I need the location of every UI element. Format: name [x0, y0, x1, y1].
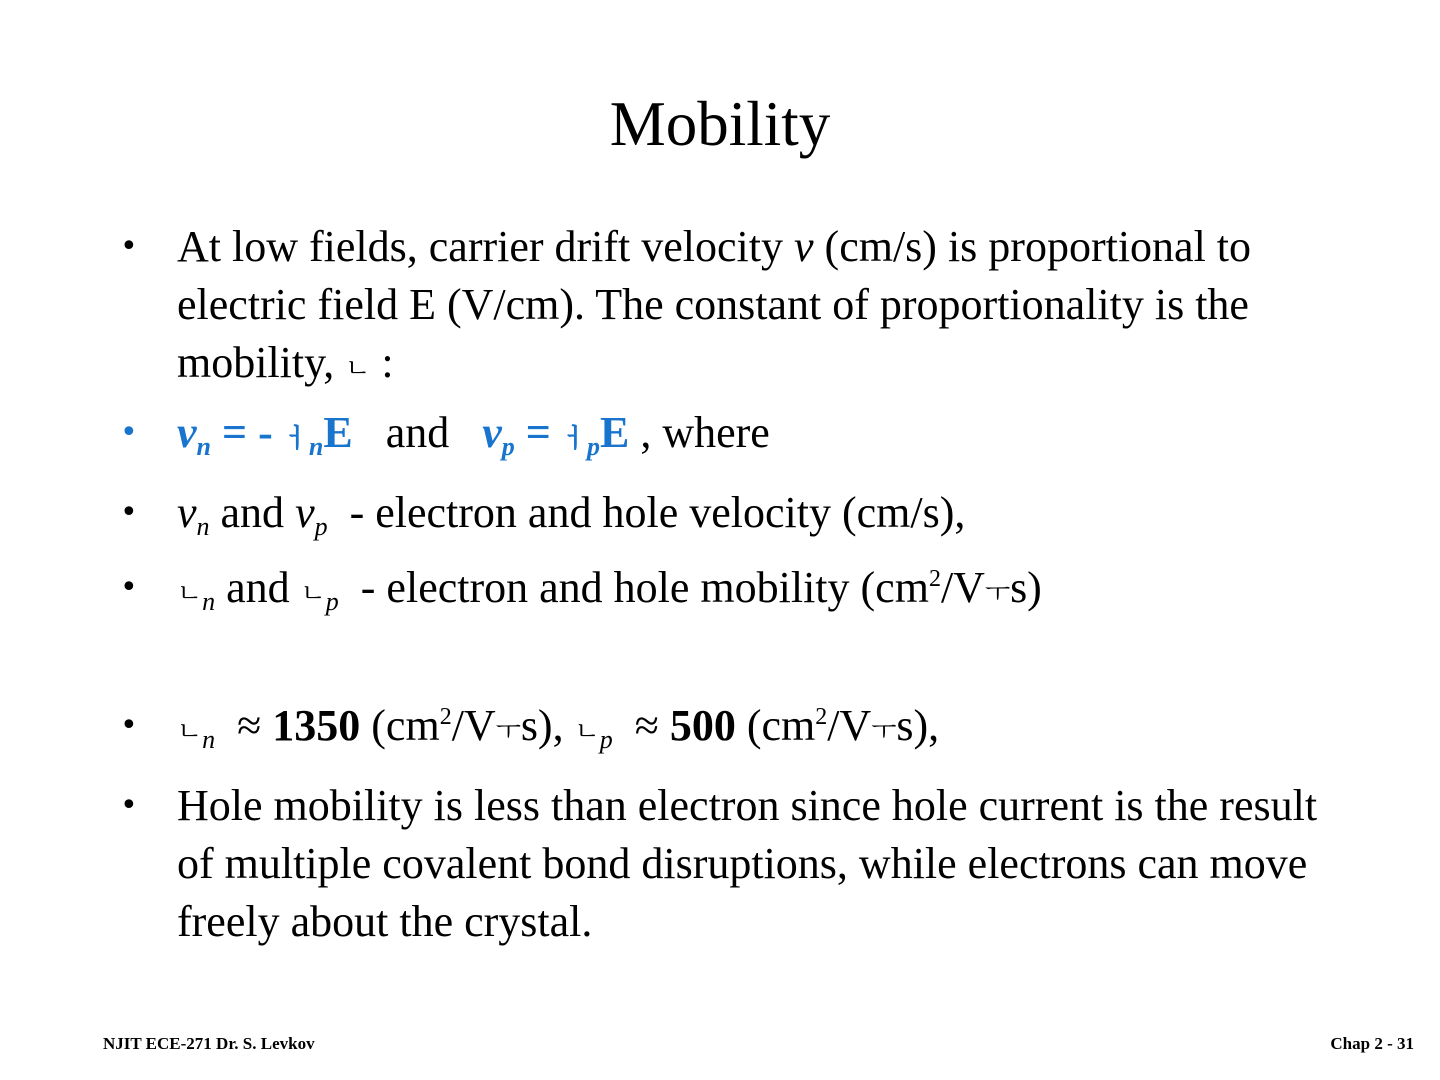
bullet-marker: •	[120, 495, 138, 530]
bullet-marker: •	[120, 570, 138, 605]
bullet-marker: •	[120, 708, 138, 743]
slide-title: Mobility	[609, 89, 831, 159]
bullet-list	[120, 218, 1320, 951]
bullet-marker: •	[120, 788, 138, 823]
footer-course-label: NJIT ECE-271 Dr. S. Levkov	[103, 1034, 315, 1053]
bullet-mobility-definition: • ㄴ$_n$ and ㄴ$_p$ - electron and hole mobility ($cm^2/V$ㅜs)	[120, 559, 1320, 623]
bullet-velocity-equations: • $v_n$ = - ㅓ$_n$E and $v_p$ = ㅓ$_p$E , where	[120, 404, 1320, 468]
mobility-symbol: ㄴ	[345, 354, 371, 384]
electron-mobility-value: 1350	[272, 701, 361, 750]
hole-mobility-value: 500	[669, 701, 736, 750]
bullet-marker: •	[120, 229, 138, 264]
bullet-marker: •	[120, 415, 138, 450]
bullet-velocity-definition: • $v_n$ and $v_p$ - electron and hole velocity (cm/s),	[120, 484, 1320, 542]
electron-velocity-equation: $v_n$ = - ㅓ$_n$E	[177, 408, 353, 461]
bullet-hole-mobility-explanation: • Hole mobility is less than electron since hole current is the result of multiple covalent bond disruptions, while electrons can move freely about the crystal.	[120, 777, 1320, 951]
footer-slide-number: Chap 2 - 31	[1330, 1034, 1414, 1053]
bullet-low-field-definition: • At low fields, carrier drift velocity v (cm/s) is proportional to electric field E (V/cm). The constant of proportionality is the mobility, ㄴ :	[120, 218, 1320, 398]
bullet-mobility-values: • ㄴ$_n$ ≈ 1350 ($cm^2/V$ㅜs), ㄴ$_p$ ≈ 500 ($cm^2/V$ㅜs),	[120, 697, 1320, 761]
velocity-symbol: v	[794, 222, 814, 271]
hole-velocity-equation: $v_p$ = ㅓ$_p$E	[482, 408, 630, 461]
